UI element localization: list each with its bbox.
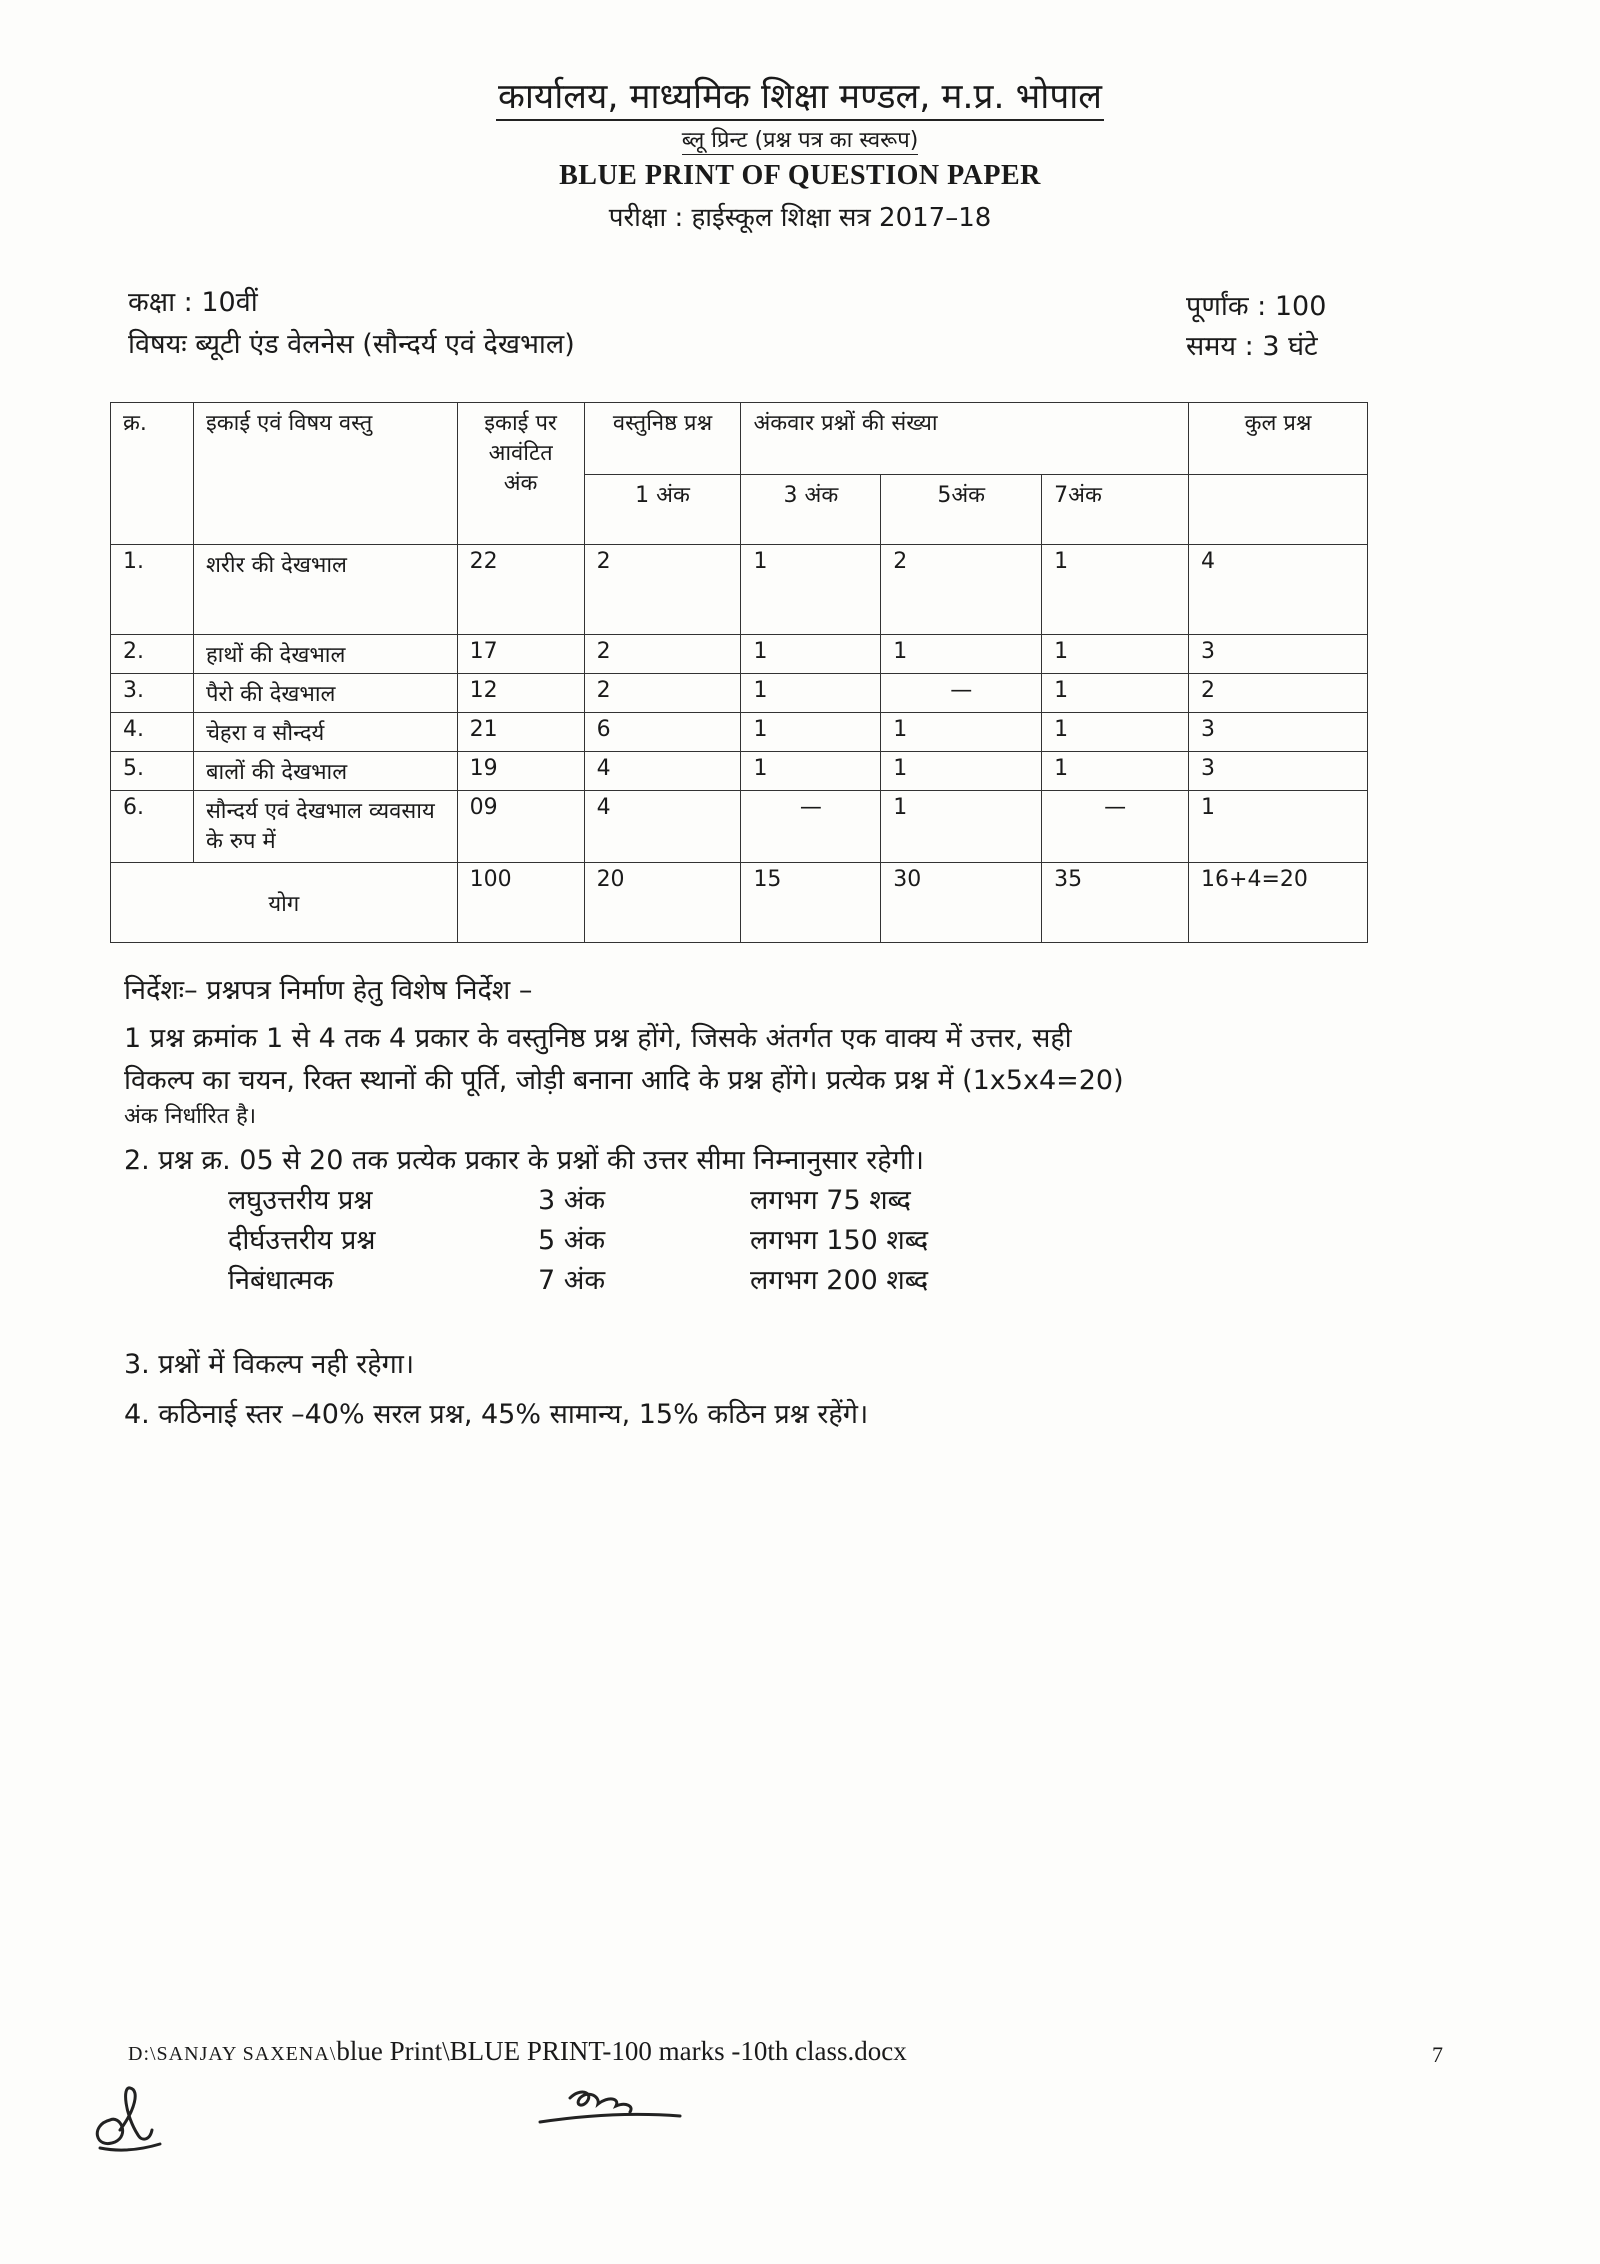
file-path-drive: D:\SANJAY SAXENA\ — [128, 2043, 337, 2065]
limit-words: लगभग 75 शब्द — [750, 1185, 911, 1216]
total-3-mark: 15 — [741, 863, 881, 943]
office-title — [0, 72, 1600, 119]
cell-1-mark: 2 — [584, 674, 741, 713]
cell-allotted: 12 — [457, 674, 584, 713]
instruction-1-line-2: विकल्प का चयन, रिक्त स्थानों की पूर्ति, जोड़ी बनाना आदि के प्रश्न होंगे। प्रत्येक प्रश्न में (1x5x4=20) — [124, 1065, 1124, 1096]
table-row — [111, 635, 1368, 674]
cell-total: 4 — [1189, 545, 1368, 635]
cell-total: 3 — [1189, 713, 1368, 752]
table-row — [111, 791, 1368, 863]
header-allotted: इकाई पर आवंटित अंक — [457, 403, 584, 545]
cell-3-mark: 1 — [741, 674, 881, 713]
limit-marks: 5 अंक — [538, 1225, 606, 1256]
cell-unit: पैरो की देखभाल — [193, 674, 457, 713]
limit-type: निबंधात्मक — [228, 1265, 334, 1296]
cell-allotted: 22 — [457, 545, 584, 635]
table-total-row — [111, 863, 1368, 943]
cell-3-mark: 1 — [741, 752, 881, 791]
header-objective: वस्तुनिष्ठ प्रश्न — [584, 403, 741, 475]
cell-3-mark: 1 — [741, 635, 881, 674]
limit-type: दीर्घउत्तरीय प्रश्न — [228, 1225, 376, 1256]
cell-allotted: 19 — [457, 752, 584, 791]
total-7-mark: 35 — [1042, 863, 1189, 943]
instruction-1-line-3: अंक निर्धारित है। — [124, 1104, 257, 1129]
table-header-row — [111, 403, 1368, 475]
cell-5-mark: 1 — [881, 635, 1042, 674]
header-3-mark: 3 अंक — [741, 475, 881, 545]
instruction-2: 2. प्रश्न क्र. 05 से 20 तक प्रत्येक प्रकार के प्रश्नों की उत्तर सीमा निम्नानुसार रहेगी। — [124, 1145, 925, 1176]
header-5-mark: 5अंक — [881, 475, 1042, 545]
cell-unit: हाथों की देखभाल — [193, 635, 457, 674]
header-sno: क्र. — [111, 403, 194, 545]
header-1-mark: 1 अंक — [584, 475, 741, 545]
cell-5-mark: 1 — [881, 791, 1042, 863]
cell-1-mark: 6 — [584, 713, 741, 752]
table-row — [111, 545, 1368, 635]
initials-signature — [80, 2080, 180, 2160]
cell-unit: बालों की देखभाल — [193, 752, 457, 791]
cell-sno: 4. — [111, 713, 194, 752]
cell-sno: 5. — [111, 752, 194, 791]
cell-1-mark: 4 — [584, 791, 741, 863]
table-row — [111, 713, 1368, 752]
table-row — [111, 674, 1368, 713]
limit-words: लगभग 150 शब्द — [750, 1225, 929, 1256]
total-label: योग — [111, 863, 458, 943]
header-7-mark: 7अंक — [1042, 475, 1189, 545]
cell-7-mark: 1 — [1042, 713, 1189, 752]
limit-words: लगभग 200 शब्द — [750, 1265, 929, 1296]
cell-1-mark: 4 — [584, 752, 741, 791]
page-number: 7 — [1432, 2042, 1443, 2067]
cell-unit: चेहरा व सौन्दर्य — [193, 713, 457, 752]
instruction-3: 3. प्रश्नों में विकल्प नही रहेगा। — [124, 1349, 415, 1380]
cell-allotted: 17 — [457, 635, 584, 674]
cell-7-mark: 1 — [1042, 545, 1189, 635]
office-title-text: कार्यालय, माध्यमिक शिक्षा मण्डल, म.प्र. भोपाल — [496, 77, 1104, 121]
instruction-4: 4. कठिनाई स्तर –40% सरल प्रश्न, 45% सामान्य, 15% कठिन प्रश्न रहेंगे। — [124, 1399, 869, 1430]
cell-total: 1 — [1189, 791, 1368, 863]
cell-5-mark: 1 — [881, 752, 1042, 791]
limit-marks: 7 अंक — [538, 1265, 606, 1296]
cell-3-mark: 1 — [741, 713, 881, 752]
time-allowed: समय : 3 घंटे — [1186, 331, 1318, 362]
cell-total: 3 — [1189, 752, 1368, 791]
subject-label: विषयः ब्यूटी एंड वेलनेस (सौन्दर्य एवं देखभाल) — [128, 329, 575, 360]
instructions-heading: निर्देशः– प्रश्नपत्र निर्माण हेतु विशेष निर्देश – — [124, 975, 533, 1006]
cell-7-mark: 1 — [1042, 674, 1189, 713]
header-markwise: अंकवार प्रश्नों की संख्या — [741, 403, 1189, 475]
max-marks: पूर्णांक : 100 — [1186, 291, 1327, 322]
cell-sno: 1. — [111, 545, 194, 635]
header-unit: इकाई एवं विषय वस्तु — [193, 403, 457, 545]
cell-1-mark: 2 — [584, 545, 741, 635]
exam-session: परीक्षा : हाईस्कूल शिक्षा सत्र 2017–18 — [608, 203, 992, 233]
limit-type: लघुउत्तरीय प्रश्न — [228, 1185, 373, 1216]
header-total: कुल प्रश्न — [1189, 403, 1368, 475]
blueprint-english: BLUE PRINT OF QUESTION PAPER — [559, 160, 1041, 191]
cell-3-mark: — — [741, 791, 881, 863]
total-5-mark: 30 — [881, 863, 1042, 943]
cell-sno: 6. — [111, 791, 194, 863]
cell-sno: 3. — [111, 674, 194, 713]
cell-unit: शरीर की देखभाल — [193, 545, 457, 635]
cell-sno: 2. — [111, 635, 194, 674]
cell-total: 3 — [1189, 635, 1368, 674]
cell-allotted: 09 — [457, 791, 584, 863]
total-1-mark: 20 — [584, 863, 741, 943]
table-row — [111, 752, 1368, 791]
cell-allotted: 21 — [457, 713, 584, 752]
blueprint-hindi-text: ब्लू प्रिन्ट (प्रश्न पत्र का स्वरूप) — [681, 128, 919, 153]
file-path-rest: blue Print\BLUE PRINT-100 marks -10th class.docx — [336, 2036, 907, 2066]
total-questions: 16+4=20 — [1189, 863, 1368, 943]
header-total-empty — [1189, 475, 1368, 545]
cell-3-mark: 1 — [741, 545, 881, 635]
cell-7-mark: — — [1042, 791, 1189, 863]
instruction-1-line-1: 1 प्रश्न क्रमांक 1 से 4 तक 4 प्रकार के वस्तुनिष्ठ प्रश्न होंगे, जिसके अंतर्गत एक वाक्य में उत्तर, सही — [124, 1023, 1072, 1054]
file-path — [128, 2036, 907, 2067]
cell-1-mark: 2 — [584, 635, 741, 674]
class-label: कक्षा : 10वीं — [128, 287, 258, 318]
cell-5-mark: — — [881, 674, 1042, 713]
blueprint-table — [110, 402, 1368, 943]
cell-5-mark: 1 — [881, 713, 1042, 752]
cell-total: 2 — [1189, 674, 1368, 713]
handwritten-signature — [530, 2078, 690, 2138]
cell-5-mark: 2 — [881, 545, 1042, 635]
cell-7-mark: 1 — [1042, 635, 1189, 674]
limit-marks: 3 अंक — [538, 1185, 606, 1216]
total-allotted: 100 — [457, 863, 584, 943]
blueprint-hindi — [0, 124, 1600, 154]
cell-unit: सौन्दर्य एवं देखभाल व्यवसाय के रुप में — [193, 791, 457, 863]
cell-7-mark: 1 — [1042, 752, 1189, 791]
